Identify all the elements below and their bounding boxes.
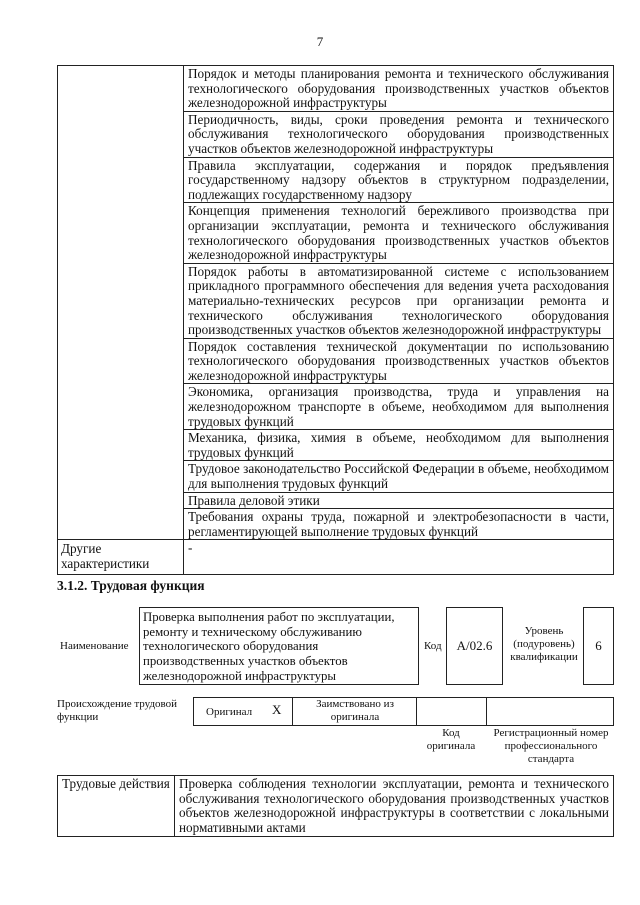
origin-divider-1 [292,697,293,726]
page-number: 7 [316,34,324,49]
knowledge-item: Экономика, организация производства, труда и управления на железнодорожном транспорте в объеме, необходимом для выполнения трудовых функций [184,384,614,430]
qualification-level-value: 6 [595,638,602,653]
code-original-caption: Код оригинала [426,727,476,752]
labor-actions-label: Трудовые действия [58,776,175,837]
knowledge-item: Трудовое законодательство Российской Федерации в объеме, необходимом для выполнения трудовых функций [184,461,614,492]
function-name: Проверка выполнения работ по эксплуатации, ремонту и техническому обслуживанию технологического оборудования производственных участков объектов железнодорожной инфраструктуры [143,610,395,683]
knowledge-item: Порядок и методы планирования ремонта и технического обслуживания технологического оборудования производственных участков объектов железнодорожной инфраструктуры [184,66,614,112]
other-characteristics-value: - [184,540,614,575]
knowledge-item: Правила эксплуатации, содержания и порядок предъявления государственному надзору объектов в структурном подразделении, подлежащих государственному надзору [184,157,614,203]
required-knowledge-table [57,65,614,575]
origin-divider-3 [486,697,487,726]
borrowed-label: Заимствовано из оригинала [316,698,394,723]
knowledge-item: Порядок составления технической документации по использованию технологического оборудования производственных участков объектов железнодорожной инфраструктуры [184,338,614,384]
knowledge-item: Периодичность, виды, сроки проведения ремонта и технического обслуживания технологического оборудования производственных участков объектов железнодорожной инфраструктуры [184,111,614,157]
qualification-level-label: Уровень (подуровень) квалификации [510,625,578,663]
section-title: 3.1.2. Трудовая функция [57,578,205,593]
knowledge-row [58,66,614,112]
knowledge-item: Правила деловой этики [184,492,614,509]
knowledge-item: Механика, физика, химия в объеме, необходимом для выполнения трудовых функций [184,430,614,461]
knowledge-item: Концепция применения технологий бережливого производства при организации эксплуатации, ремонта и технического обслуживания технологического оборудования производственных участков объектов железнодорожной инфраструктуры [184,203,614,263]
name-label: Наименование [60,640,129,652]
knowledge-label-cell [58,66,184,540]
other-characteristics-label: Другие характеристики [58,540,184,575]
labor-actions-table [57,775,614,837]
origin-divider-2 [416,697,417,726]
origin-label: Происхождение трудовой функции [57,698,178,723]
original-label: Оригинал [206,706,253,718]
code-label: Код [424,640,442,652]
code-box [446,607,503,685]
knowledge-item: Порядок работы в автоматизированной системе с использованием прикладного программного обеспечения для ведения учета расходования материально-технических ресурсов при организации ремонта и технического обслуживания технологического оборудования производственных участков объектов железнодорожной инфраструктуры [184,263,614,338]
reg-number-caption: Регистрационный номер профессионального стандарта [493,727,609,765]
code-value: А/02.6 [456,638,493,653]
original-mark: X [272,702,282,717]
function-name-box [139,607,419,685]
other-characteristics-row [58,540,614,575]
qualification-level-box [583,607,614,685]
labor-actions-text: Проверка соблюдения технологии эксплуатации, ремонта и технического обслуживания технологического оборудования производственных участков объектов железнодорожной инфраструктуры в соответствии с локальными нормативными актами [175,776,614,837]
knowledge-item: Требования охраны труда, пожарной и электробезопасности в части, регламентирующей выполнение трудовых функций [184,509,614,540]
